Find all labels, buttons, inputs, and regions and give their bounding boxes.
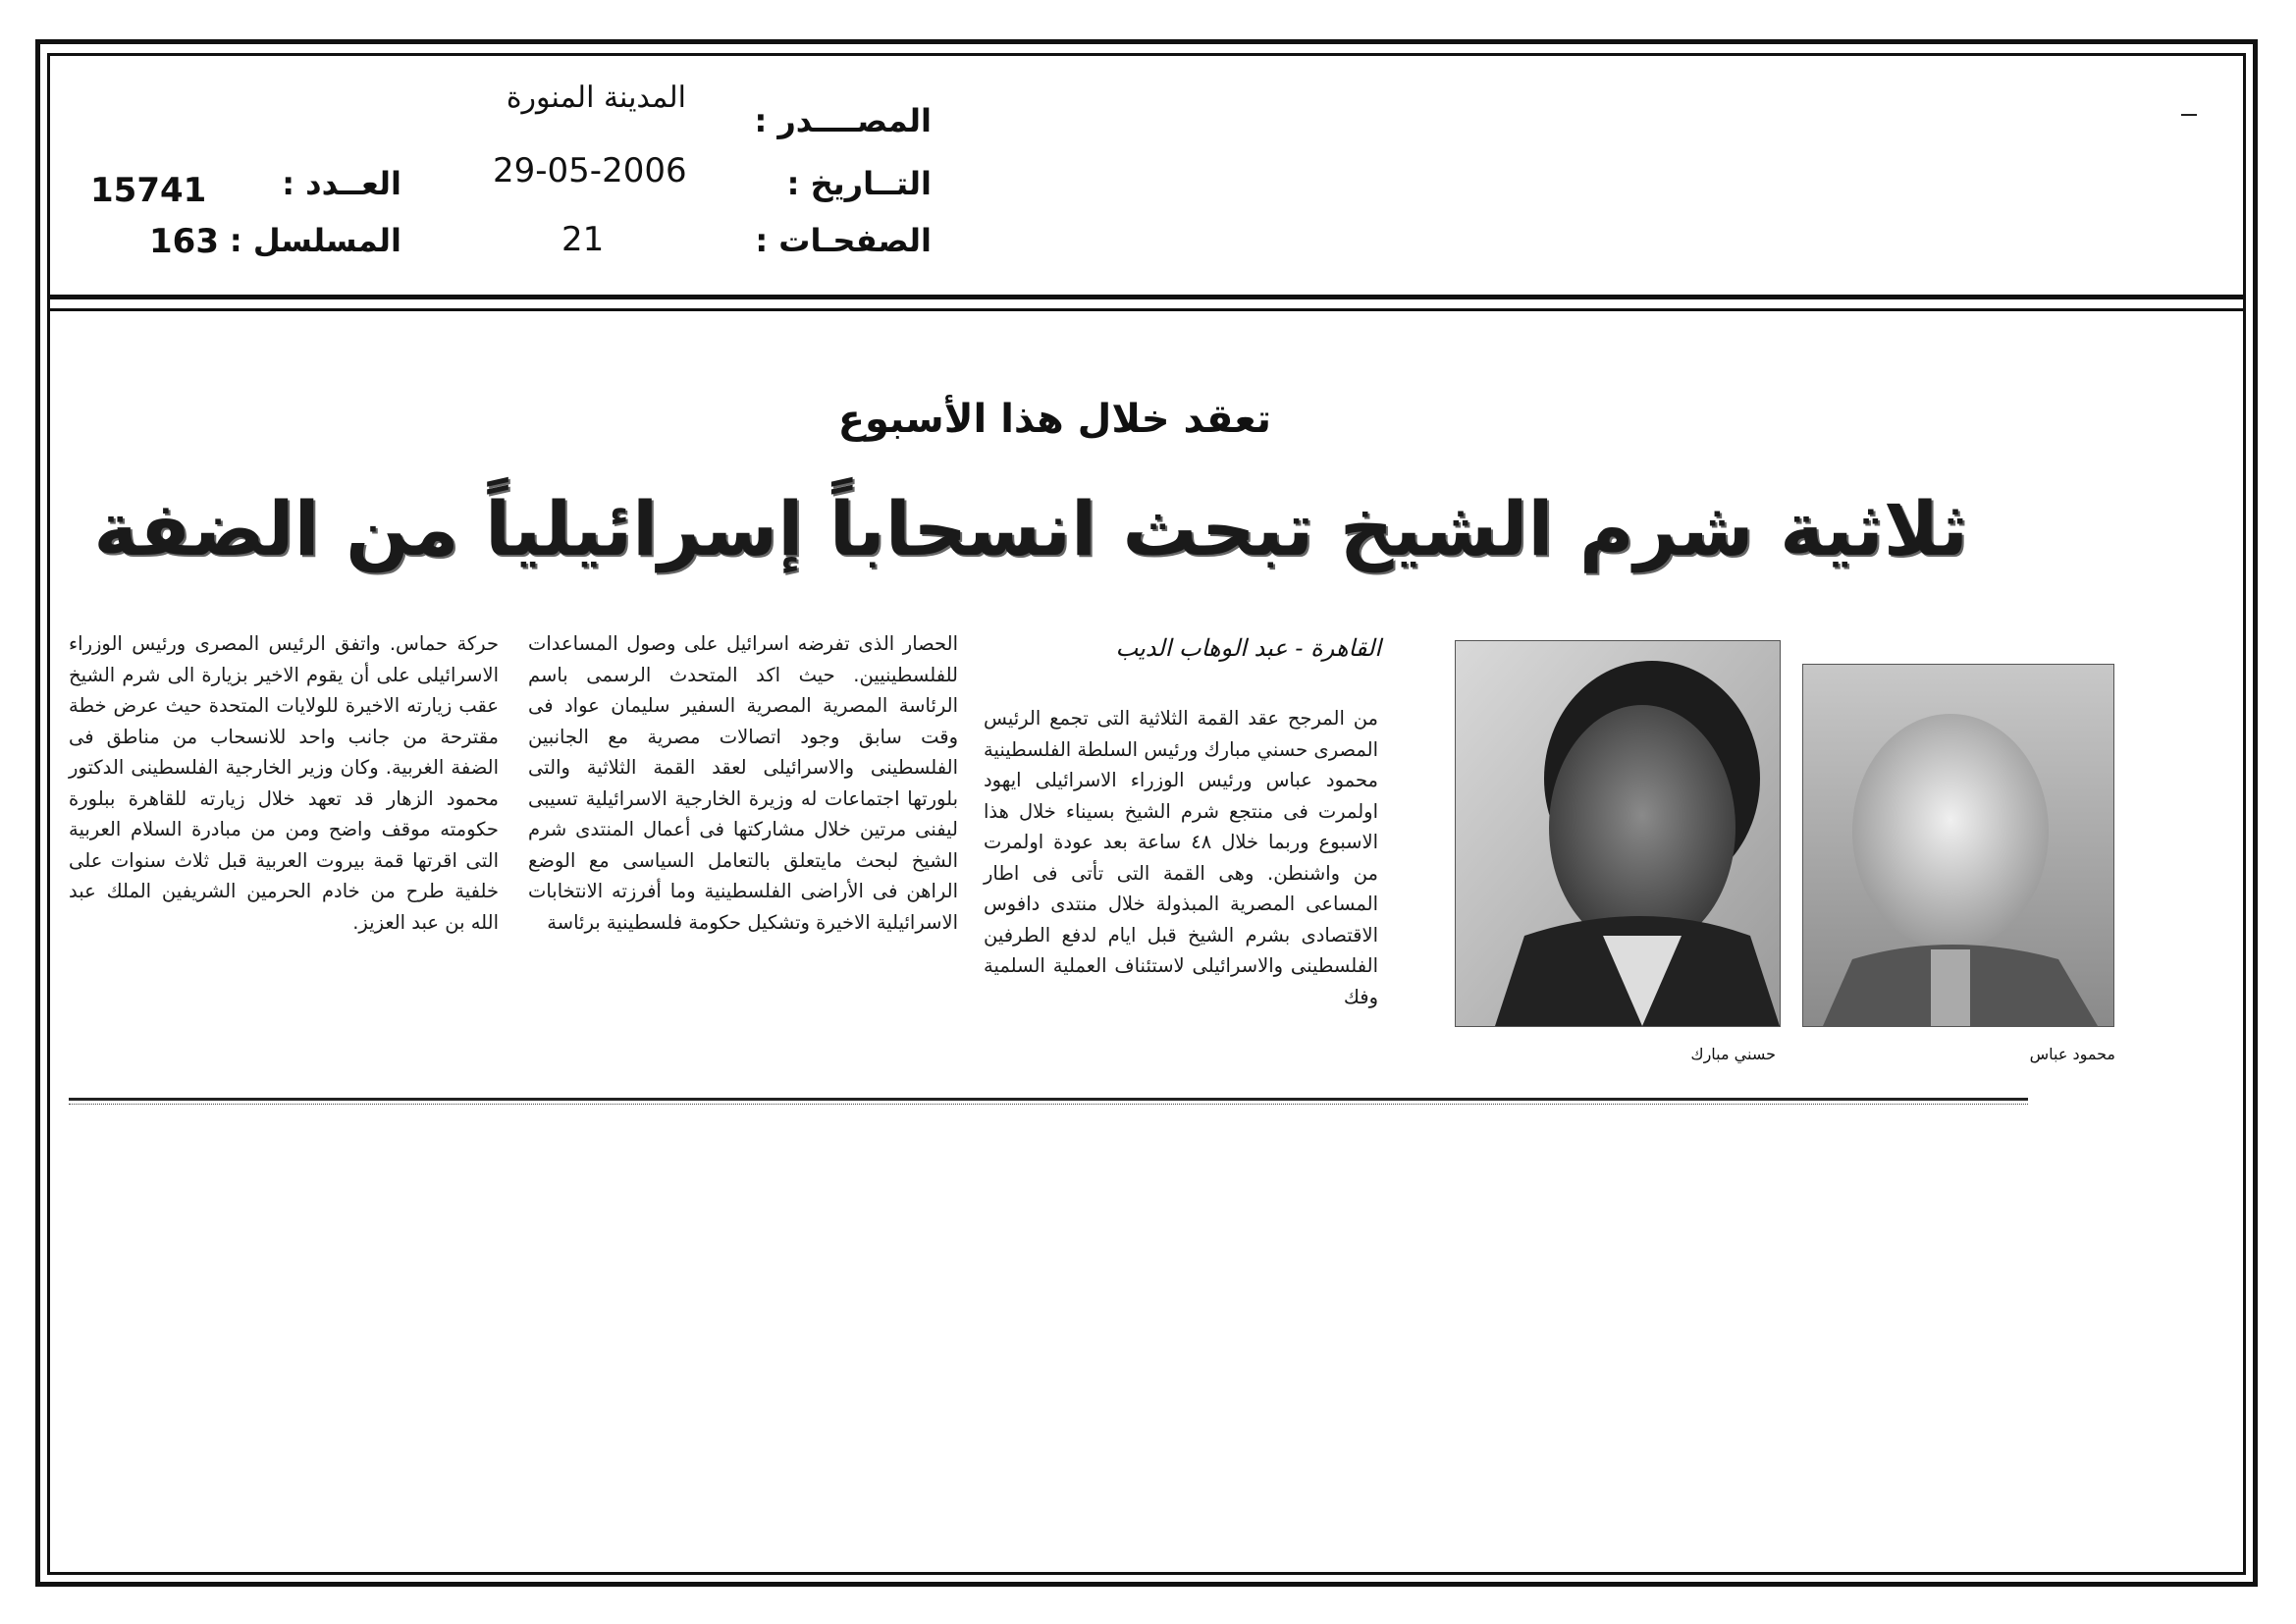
article-byline: القاهرة - عبد الوهاب الديب [1115,634,1381,662]
photo-abbas [1802,664,2114,1027]
issue-value: 15741 [90,171,207,210]
date-label: التــاريخ : [786,165,932,202]
article-bottom-rule [69,1098,2028,1101]
issue-label: العــدد : [282,165,401,202]
caption-mubarak: حسني مبارك [1690,1045,1776,1063]
caption-abbas: محمود عباس [2029,1045,2115,1063]
header-divider-2 [47,308,2246,311]
article-column-1: من المرجح عقد القمة الثلاثية التى تجمع الرئيس المصرى حسني مبارك ورئيس السلطة الفلسطينية محمود عباس ورئيس الوزراء الاسرائيلى ايهود اولمرت فى منتجع شرم الشيخ بسيناء خلال هذا الاسبوع وربما خلال ٤٨ ساعة بعد عودة اولمرت من واشنطن. وهى القمة التى تأتى فى اطار المساعى المصرية المبذولة خلال منتدى دافوس الاقتصادى بشرم الشيخ قبل ايام لدفع الطرفين الفلسطينى والاسرائيلى لاستئناف العملية السلمية وفك [984,707,1378,1008]
article-bottom-rule-dotted [69,1104,2028,1105]
article-column-2: الحصار الذى تفرضه اسرائيل على وصول المساعدات للفلسطينيين. حيث اكد المتحدث الرسمى باسم الرئاسة المصرية المصرية السفير سليمان عواد فى وقت سابق وجود اتصالات مصرية مع الجانبين الفلسطينى والاسرائيلى لعقد القمة الثلاثية والتى بلورتها اجتماعات له وزيرة الخارجية الاسرائيلية تسيبى ليفنى مرتين خلال مشاركتها فى أعمال المنتدى شرم الشيخ لبحث مايتعلق بالتعامل السياسى مع الوضع الراهن فى الأراضى الفلسطينية وما أفرزته الانتخابات الاسرائيلية الاخيرة وتشكيل حكومة فلسطينية برئاسة [528,632,958,934]
photo-mubarak [1455,640,1781,1027]
serial-value: 163 [149,222,219,261]
article-headline: ثلاثية شرم الشيخ تبحث انسحاباً إسرائيلياً من الضفة [93,485,1968,572]
pages-label: الصفحـات : [755,222,932,259]
source-label: المصــــدر : [754,102,932,139]
corner-mark [2181,114,2197,116]
source-value: المدينة المنورة [506,81,686,115]
article-column-3: حركة حماس. واتفق الرئيس المصرى ورئيس الوزراء الاسرائيلى على أن يقوم الاخير بزيارة الى شرم الشيخ عقب زيارته الاخيرة للولايات المتحدة حيث عرض خطة مقترحة من جانب واحد للانسحاب من مناطق فى الضفة الغربية. وكان وزير الخارجية الفلسطينى الدكتور محمود الزهار قد تعهد خلال زيارته للقاهرة ببلورة حكومته موقف واضح ومن من مبادرة السلام العربية التى اقرتها قمة بيروت العربية قبل ثلاث سنوات على خلفية طرح من خادم الحرمين الشريفين الملك عبد الله بن عبد العزيز. [69,632,499,934]
portrait-mubarak-image [1456,641,1780,1026]
pages-value: 21 [561,220,605,259]
article-kicker: تعقد خلال هذا الأسبوع [837,397,1271,442]
serial-label: المسلسل : [229,222,401,259]
portrait-abbas-image [1803,665,2113,1026]
header-divider [47,295,2246,299]
date-value: 29-05-2006 [493,151,687,190]
